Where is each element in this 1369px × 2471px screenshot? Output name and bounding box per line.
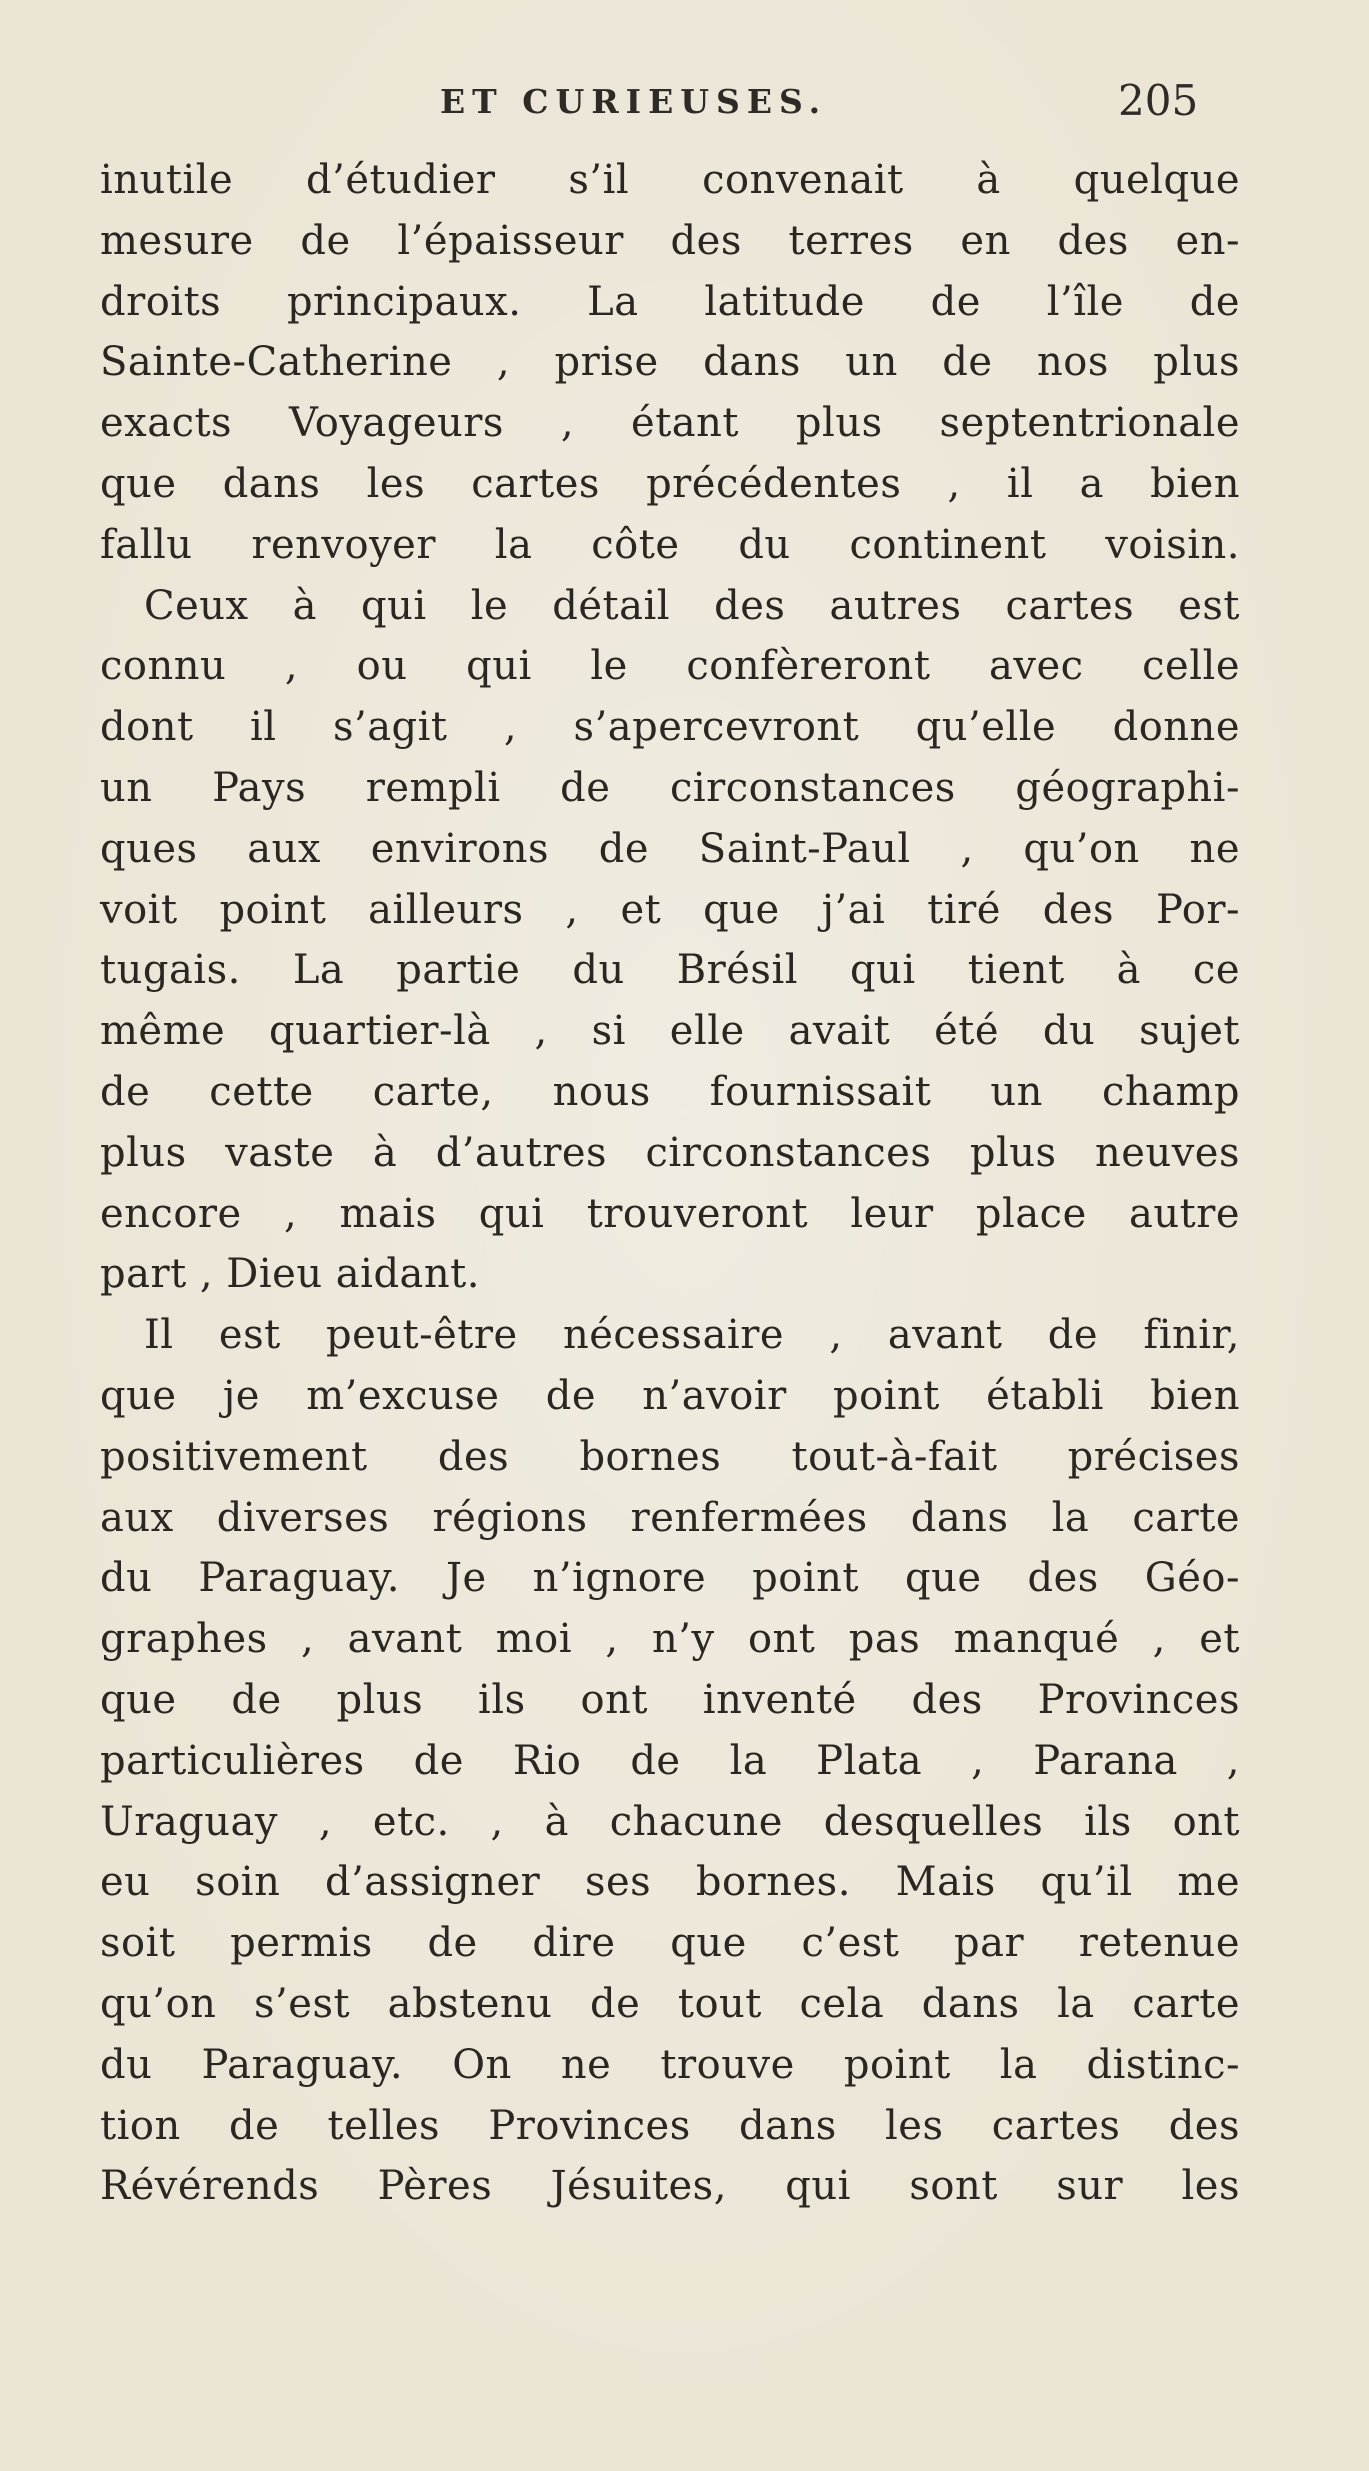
- running-title: ET CURIEUSES.: [440, 82, 828, 121]
- text-line: que dans les cartes précédentes , il a bien: [100, 460, 1240, 507]
- text-line: qu’on s’est abstenu de tout cela dans la carte: [100, 1980, 1240, 2027]
- text-line: particulières de Rio de la Plata , Parana ,: [100, 1737, 1240, 1784]
- text-line: connu , ou qui le confèreront avec celle: [100, 643, 1240, 690]
- text-line: même quartier-là , si elle avait été du sujet: [100, 1008, 1240, 1055]
- text-line: dont il s’agit , s’apercevront qu’elle donne: [100, 704, 1240, 751]
- text-line: voit point ailleurs , et que j’ai tiré des Por-: [100, 886, 1240, 933]
- text-line: Il est peut-être nécessaire , avant de finir,: [144, 1312, 1240, 1359]
- text-line: Ceux à qui le détail des autres cartes est: [144, 582, 1240, 629]
- text-line: encore , mais qui trouveront leur place autre: [100, 1190, 1240, 1237]
- text-line: positivement des bornes tout-à-fait précises: [100, 1433, 1240, 1480]
- text-line: Sainte-Catherine , prise dans un de nos plus: [100, 339, 1240, 386]
- text-line: exacts Voyageurs , étant plus septentrionale: [100, 400, 1240, 447]
- text-line: droits principaux. La latitude de l’île de: [100, 278, 1240, 325]
- text-line: tion de telles Provinces dans les cartes des: [100, 2102, 1240, 2149]
- text-line: inutile d’étudier s’il convenait à quelque: [100, 157, 1240, 203]
- body-text: [100, 150, 1240, 2217]
- text-line: un Pays rempli de circonstances géographi-: [100, 764, 1240, 811]
- text-line: part , Dieu aidant.: [100, 1251, 480, 1298]
- text-line: du Paraguay. On ne trouve point la distinc-: [100, 2041, 1240, 2088]
- text-line: que de plus ils ont inventé des Provinces: [100, 1676, 1240, 1723]
- text-line: de cette carte, nous fournissait un champ: [100, 1068, 1240, 1115]
- text-line: aux diverses régions renfermées dans la carte: [100, 1494, 1240, 1541]
- text-line: Révérends Pères Jésuites, qui sont sur les: [100, 2163, 1240, 2210]
- page-header: [0, 76, 1369, 142]
- text-line: soit permis de dire que c’est par retenue: [100, 1920, 1240, 1967]
- text-line: mesure de l’épaisseur des terres en des en-: [100, 217, 1240, 264]
- page-number: 205: [1118, 76, 1199, 125]
- text-line: du Paraguay. Je n’ignore point que des Géo-: [100, 1555, 1240, 1602]
- text-line: fallu renvoyer la côte du continent voisin.: [100, 521, 1240, 568]
- text-line: ques aux environs de Saint-Paul , qu’on ne: [100, 825, 1240, 872]
- text-line: tugais. La partie du Brésil qui tient à ce: [100, 947, 1240, 994]
- text-line: plus vaste à d’autres circonstances plus neuves: [100, 1129, 1240, 1176]
- text-line: eu soin d’assigner ses bornes. Mais qu’il me: [100, 1859, 1240, 1906]
- text-line: Uraguay , etc. , à chacune desquelles ils ont: [100, 1798, 1240, 1845]
- text-line: graphes , avant moi , n’y ont pas manqué , et: [100, 1616, 1240, 1663]
- text-line: que je m’excuse de n’avoir point établi bien: [100, 1372, 1240, 1419]
